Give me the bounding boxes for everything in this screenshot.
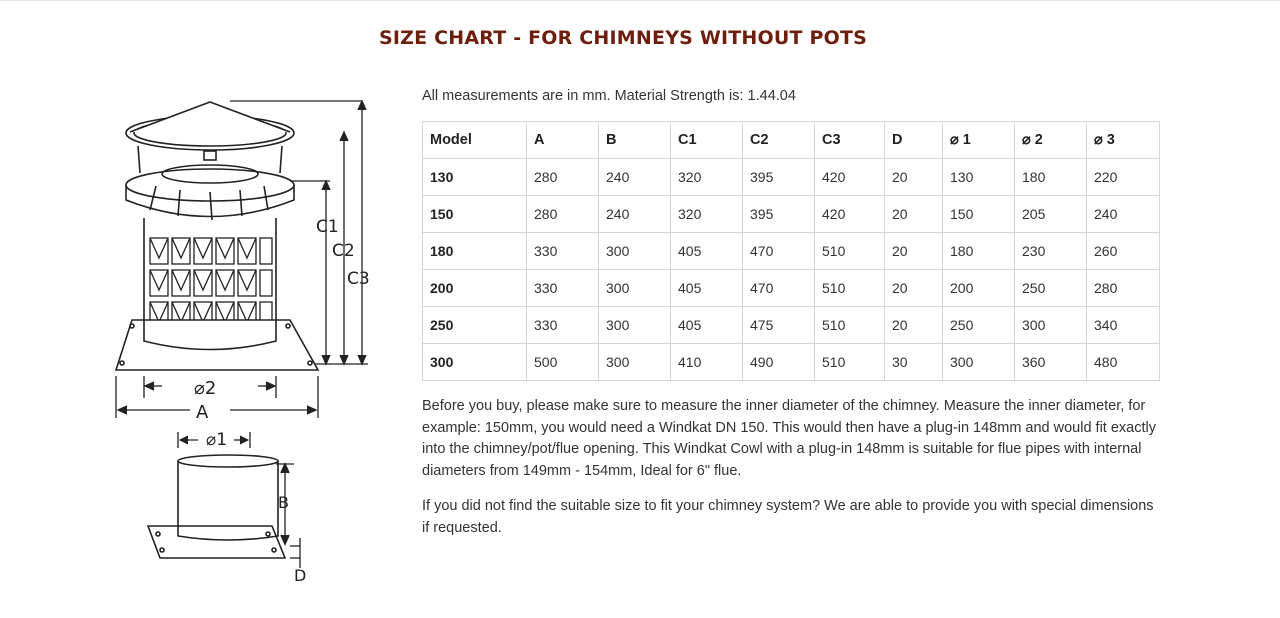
value-cell: 280 xyxy=(527,196,599,233)
buying-advice-paragraph: Before you buy, please make sure to measure the inner diameter of the chimney. Measure the inner diameter, for example: 150mm, you would need a Windkat DN 150. This would then have a plug-in 148mm and would fit exactly into the chimney/pot/flue opening. This Windkat Cowl with a plug-in 148mm is suitable for flue pipes with internal diameters from 149mm - 154mm, Ideal for 6" flue. xyxy=(422,398,1156,479)
header-a: A xyxy=(527,122,599,159)
value-cell: 180 xyxy=(1015,159,1087,196)
header-b: B xyxy=(599,122,671,159)
header-diameter-2: ⌀ 2 xyxy=(1015,122,1087,159)
table-row xyxy=(423,196,1160,233)
table-body xyxy=(423,159,1160,381)
value-cell: 240 xyxy=(599,196,671,233)
value-cell: 300 xyxy=(599,307,671,344)
value-cell: 280 xyxy=(527,159,599,196)
value-cell: 300 xyxy=(943,344,1015,381)
value-cell: 20 xyxy=(885,233,943,270)
header-diameter-3: ⌀ 3 xyxy=(1087,122,1160,159)
value-cell: 420 xyxy=(815,159,885,196)
table-row xyxy=(423,159,1160,196)
value-cell: 360 xyxy=(1015,344,1087,381)
value-cell: 220 xyxy=(1087,159,1160,196)
page-title: SIZE CHART - FOR CHIMNEYS WITHOUT POTS xyxy=(378,26,868,49)
value-cell: 405 xyxy=(671,233,743,270)
value-cell: 420 xyxy=(815,196,885,233)
value-cell: 510 xyxy=(815,344,885,381)
special-dimensions-paragraph: If you did not find the suitable size to fit your chimney system? We are able to provide you with special dimensions if requested. xyxy=(422,498,1154,536)
header-c3: C3 xyxy=(815,122,885,159)
value-cell: 180 xyxy=(943,233,1015,270)
cowl-base-plate xyxy=(116,320,318,370)
model-cell: 130 xyxy=(423,159,527,196)
value-cell: 330 xyxy=(527,270,599,307)
value-cell: 300 xyxy=(1015,307,1087,344)
value-cell: 320 xyxy=(671,196,743,233)
header-diameter-1: ⌀ 1 xyxy=(943,122,1015,159)
value-cell: 205 xyxy=(1015,196,1087,233)
value-cell: 250 xyxy=(943,307,1015,344)
value-cell: 475 xyxy=(743,307,815,344)
value-cell: 230 xyxy=(1015,233,1087,270)
value-cell: 510 xyxy=(815,233,885,270)
value-cell: 20 xyxy=(885,159,943,196)
value-cell: 240 xyxy=(599,159,671,196)
table-row xyxy=(423,270,1160,307)
measurement-note: All measurements are in mm. Material Strength is: 1.44.04 xyxy=(422,88,796,104)
model-cell: 180 xyxy=(423,233,527,270)
model-cell: 300 xyxy=(423,344,527,381)
value-cell: 330 xyxy=(527,233,599,270)
header-c1: C1 xyxy=(671,122,743,159)
value-cell: 300 xyxy=(599,233,671,270)
value-cell: 30 xyxy=(885,344,943,381)
value-cell: 405 xyxy=(671,270,743,307)
value-cell: 320 xyxy=(671,159,743,196)
size-table xyxy=(422,121,1160,381)
value-cell: 20 xyxy=(885,196,943,233)
value-cell: 330 xyxy=(527,307,599,344)
value-cell: 490 xyxy=(743,344,815,381)
table-header-row xyxy=(423,122,1160,159)
label-c2: C2 xyxy=(332,241,355,261)
header-model: Model xyxy=(423,122,527,159)
value-cell: 20 xyxy=(885,307,943,344)
value-cell: 410 xyxy=(671,344,743,381)
value-cell: 405 xyxy=(671,307,743,344)
header-c2: C2 xyxy=(743,122,815,159)
value-cell: 510 xyxy=(815,270,885,307)
model-cell: 200 xyxy=(423,270,527,307)
table-row xyxy=(423,307,1160,344)
model-cell: 250 xyxy=(423,307,527,344)
model-cell: 150 xyxy=(423,196,527,233)
value-cell: 20 xyxy=(885,270,943,307)
value-cell: 150 xyxy=(943,196,1015,233)
value-cell: 300 xyxy=(599,270,671,307)
table-row xyxy=(423,344,1160,381)
value-cell: 280 xyxy=(1087,270,1160,307)
value-cell: 250 xyxy=(1015,270,1087,307)
value-cell: 470 xyxy=(743,233,815,270)
header-d: D xyxy=(885,122,943,159)
cowl-cap xyxy=(126,102,294,173)
value-cell: 260 xyxy=(1087,233,1160,270)
top-divider xyxy=(0,0,1280,1)
value-cell: 340 xyxy=(1087,307,1160,344)
label-d1: ⌀1 xyxy=(206,430,228,450)
value-cell: 480 xyxy=(1087,344,1160,381)
value-cell: 510 xyxy=(815,307,885,344)
value-cell: 500 xyxy=(527,344,599,381)
label-d2: ⌀2 xyxy=(194,378,217,399)
value-cell: 130 xyxy=(943,159,1015,196)
cowl-ring xyxy=(126,165,294,220)
width-dimensions xyxy=(116,376,318,418)
value-cell: 395 xyxy=(743,159,815,196)
value-cell: 200 xyxy=(943,270,1015,307)
label-c1: C1 xyxy=(316,217,339,237)
value-cell: 300 xyxy=(599,344,671,381)
label-c3: C3 xyxy=(347,269,370,289)
label-b: B xyxy=(278,493,289,512)
value-cell: 240 xyxy=(1087,196,1160,233)
cowl-dimension-diagram xyxy=(100,88,390,598)
value-cell: 395 xyxy=(743,196,815,233)
label-a: A xyxy=(196,402,209,423)
label-d: D xyxy=(294,566,307,585)
value-cell: 470 xyxy=(743,270,815,307)
table-row xyxy=(423,233,1160,270)
